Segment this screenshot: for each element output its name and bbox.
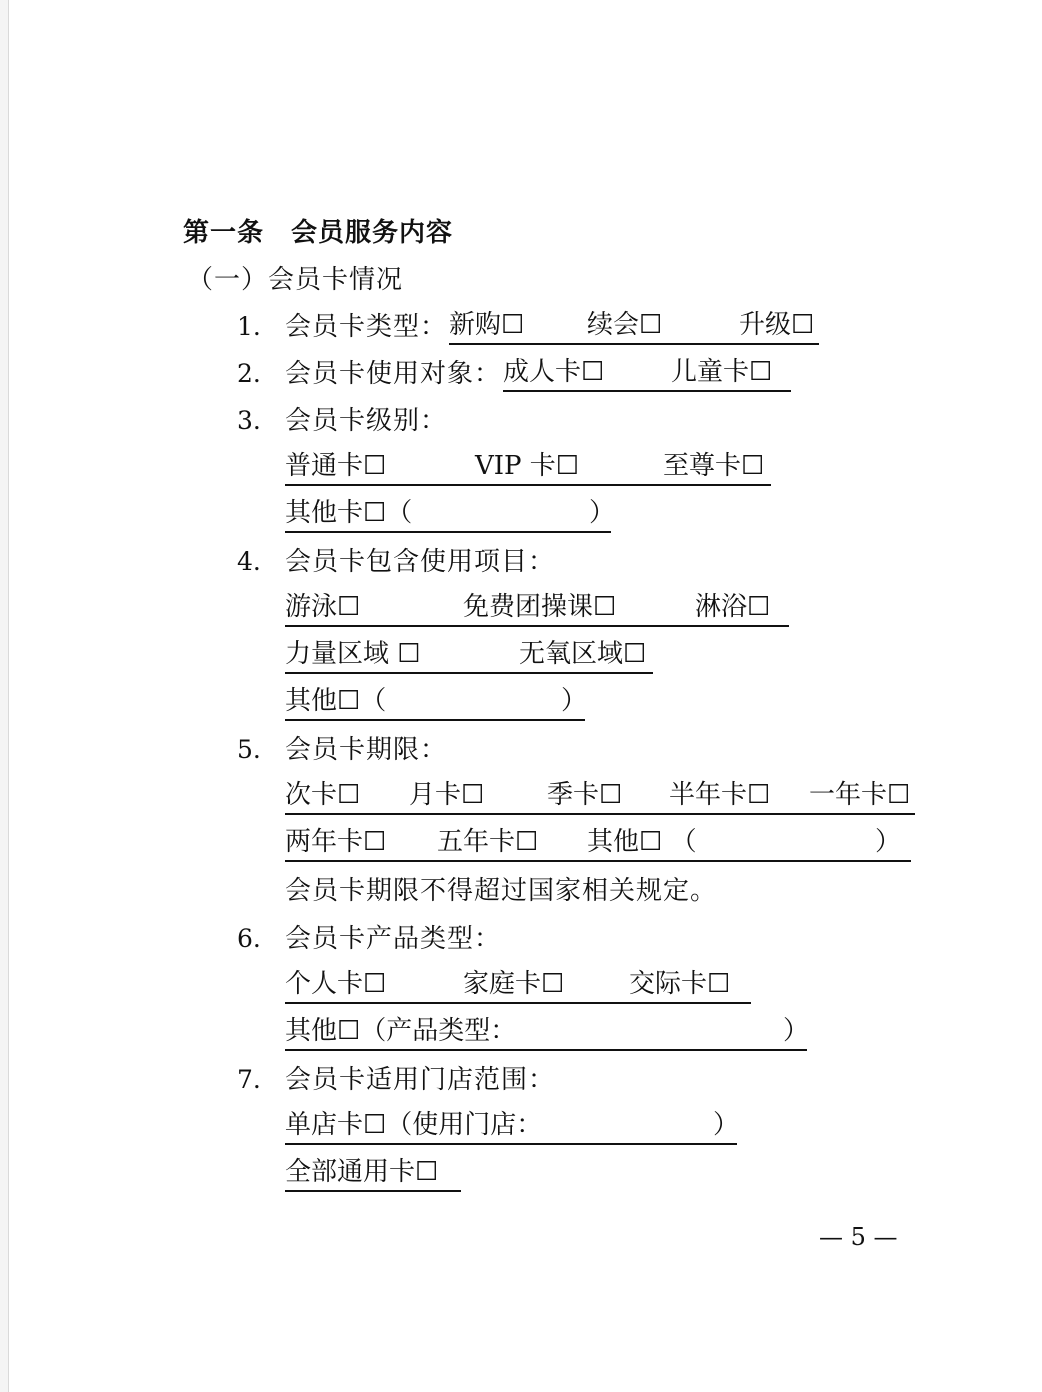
option-checkbox[interactable]: 家庭卡☐ [463,969,565,999]
option-checkbox[interactable]: 五年卡☐ [437,827,539,857]
option-checkbox[interactable]: 其他☐（ [285,686,387,716]
option-checkbox[interactable]: 成人卡☐ [503,357,605,387]
option-checkbox[interactable]: 交际卡☐ [629,969,731,999]
options-row [285,779,915,815]
options-row [285,968,751,1004]
document-page [8,0,1042,1392]
fill-blank-close: ） [561,686,588,716]
option-checkbox[interactable]: 一年卡☐ [809,780,911,810]
item-label: 会员卡使用对象： [285,359,502,389]
options-row [285,450,771,486]
options-row [285,638,653,674]
option-checkbox[interactable]: 季卡☐ [547,780,623,810]
option-checkbox[interactable]: 其他卡☐（ [285,498,413,528]
item-label: 会员卡期限： [285,735,448,765]
option-checkbox[interactable]: 续会☐ [587,310,663,340]
item-label: 会员卡类型： [285,312,448,342]
item-number: 6. [237,924,261,953]
item-label: 会员卡产品类型： [285,924,502,954]
option-checkbox[interactable]: 儿童卡☐ [671,357,773,387]
option-checkbox[interactable]: 半年卡☐ [669,780,771,810]
options-row [285,1015,810,1051]
option-checkbox[interactable]: 力量区域 ☐ [285,639,421,669]
option-checkbox[interactable]: 淋浴☐ [695,592,771,622]
option-checkbox[interactable]: 其他☐（产品类型： [285,1016,517,1046]
section-heading: （一）会员卡情况 [187,265,404,295]
option-checkbox[interactable]: 次卡☐ [285,780,361,810]
option-checkbox[interactable]: 全部通用卡☐ [285,1157,439,1187]
option-checkbox[interactable]: 普通卡☐ [285,451,387,481]
option-checkbox[interactable]: 两年卡☐ [285,827,387,857]
option-checkbox[interactable]: VIP 卡☐ [475,451,580,481]
option-checkbox[interactable]: 游泳☐ [285,592,361,622]
fill-blank-close: ） [713,1110,740,1140]
option-checkbox[interactable]: 个人卡☐ [285,969,387,999]
options-row [285,685,588,721]
option-checkbox[interactable]: 无氧区域☐ [519,639,647,669]
item-number: 1. [237,312,261,341]
item-number: 4. [237,547,261,576]
option-checkbox[interactable]: 免费团操课☐ [463,592,617,622]
option-checkbox[interactable]: 其他☐ （ [587,827,697,857]
options-row [285,826,911,862]
item-label: 会员卡级别： [285,406,448,436]
option-checkbox[interactable]: 至尊卡☐ [663,451,765,481]
item-label: 会员卡包含使用项目： [285,547,556,577]
page-number: — 5 — [819,1223,898,1251]
option-checkbox[interactable]: 单店卡☐（使用门店： [285,1110,543,1140]
item-label: 会员卡适用门店范围： [285,1065,556,1095]
fill-blank-close: ） [783,1016,810,1046]
article-title: 第一条 会员服务内容 [183,218,454,248]
item-number: 7. [237,1065,261,1094]
option-checkbox[interactable]: 升级☐ [739,310,815,340]
fill-blank-close: ） [875,827,902,857]
options-row [285,591,789,627]
option-checkbox[interactable]: 新购☐ [449,310,525,340]
options-row [285,1109,740,1145]
item-number: 3. [237,406,261,435]
options-row [449,309,819,345]
item-number: 5. [237,735,261,764]
options-row [285,1156,461,1192]
options-row [285,497,616,533]
fill-blank-close: ） [589,498,616,528]
option-checkbox[interactable]: 月卡☐ [409,780,485,810]
item-number: 2. [237,359,261,388]
term-note: 会员卡期限不得超过国家相关规定。 [285,876,718,906]
options-row [503,356,791,392]
